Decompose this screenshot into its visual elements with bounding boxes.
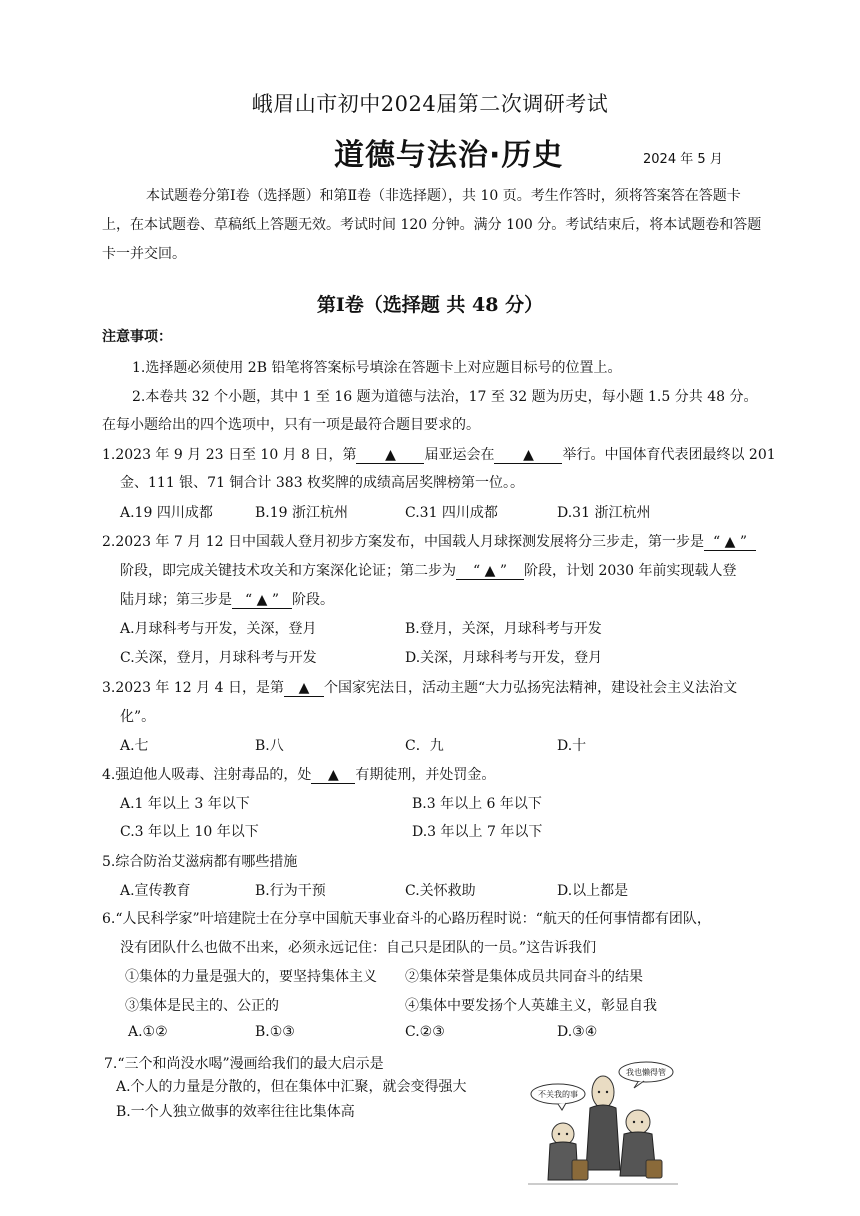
q4-text-b: 有期徒刑，并处罚金。 xyxy=(355,767,496,783)
q2-text-d: 陆月球；第三步是 xyxy=(120,592,232,608)
q4-text-a: 4.强迫他人吸毒、注射毒品的，处 xyxy=(102,767,312,783)
bubble-right-text: 我也懒得管 xyxy=(626,1068,666,1077)
question-1-line-1 xyxy=(102,444,776,464)
answer-blank: ▲ xyxy=(356,447,424,464)
q6-statement-1: ①集体的力量是强大的，要坚持集体主义 xyxy=(125,969,377,985)
bubble-left-text: 不关我的事 xyxy=(538,1090,578,1099)
q5-option-c: C.关怀救助 xyxy=(405,883,476,899)
q2-text-a: 2.2023 年 7 月 12 日中国载人登月初步方案发布，中国载人月球探测发展将分三步走，第一步是 xyxy=(102,534,704,550)
q3-option-b: B.八 xyxy=(255,738,284,754)
q5-option-b: B.行为干预 xyxy=(255,883,326,899)
q6-option-a: A.①② xyxy=(128,1024,168,1040)
q7-option-b: B.一个人独立做事的效率往往比集体高 xyxy=(116,1104,355,1120)
section-title: 第Ⅰ卷（选择题 共 48 分） xyxy=(316,294,544,316)
q6-statement-4: ④集体中要发扬个人英雄主义，彰显自我 xyxy=(405,998,657,1014)
q6-statement-3: ③集体是民主的、公正的 xyxy=(125,998,279,1014)
q6-statement-2: ②集体荣誉是集体成员共同奋斗的结果 xyxy=(405,969,643,985)
q2-option-a: A.月球科考与开发，关深，登月 xyxy=(120,621,317,637)
three-monks-cartoon xyxy=(528,1052,678,1192)
question-4-line-1 xyxy=(102,764,495,784)
q2-option-b: B.登月，关深，月球科考与开发 xyxy=(405,621,602,637)
q3-text-c: 化”。 xyxy=(120,709,156,725)
q5-option-d: D.以上都是 xyxy=(557,883,629,899)
q1-option-c: C.31 四川成都 xyxy=(405,505,498,521)
q6-text-b: 没有团队什么也做不出来，必须永远记住：自己只是团队的一员。”这告诉我们 xyxy=(120,940,597,956)
q4-option-d: D.3 年以上 7 年以下 xyxy=(412,824,543,840)
q6-option-d: D.③④ xyxy=(557,1024,598,1040)
subject-title: 道德与法治·历史 xyxy=(334,138,564,173)
q3-option-c: C．九 xyxy=(405,738,444,754)
notice-item-3: 在每小题给出的四个选项中，只有一项是最符合题目要求的。 xyxy=(102,417,480,433)
q7-option-a: A.个人的力量是分散的，但在集体中汇聚，就会变得强大 xyxy=(116,1079,467,1095)
question-2-line-1 xyxy=(102,531,756,551)
answer-blank: ▲ xyxy=(494,447,562,464)
q2-option-c: C.关深，登月，月球科考与开发 xyxy=(120,650,317,666)
q6-text-a: 6.“人民科学家”叶培建院士在分享中国航天事业奋斗的心路历程时说：“航天的任何事情都有团队， xyxy=(102,911,711,927)
q3-text-b: 个国家宪法日，活动主题“大力弘扬宪法精神，建设社会主义法治文 xyxy=(323,680,738,696)
q5-option-a: A.宣传教育 xyxy=(120,883,191,899)
notice-heading: 注意事项： xyxy=(102,329,172,345)
q2-text-c: 阶段，计划 2030 年前实现载人登 xyxy=(524,563,737,579)
q7-text: 7.“三个和尚没水喝”漫画给我们的最大启示是 xyxy=(104,1056,384,1072)
q4-option-a: A.1 年以上 3 年以下 xyxy=(120,796,250,812)
q4-option-c: C.3 年以上 10 年以下 xyxy=(120,824,259,840)
exam-title: 峨眉山市初中2024届第二次调研考试 xyxy=(251,92,609,116)
answer-blank: ▲ xyxy=(284,680,324,697)
q4-option-b: B.3 年以上 6 年以下 xyxy=(412,796,542,812)
q6-option-b: B.①③ xyxy=(255,1024,295,1040)
exam-date: 2024 年 5 月 xyxy=(643,152,723,167)
intro-paragraph: 本试题卷分第Ⅰ卷（选择题）和第Ⅱ卷（非选择题），共 10 页。考生作答时，须将答案答在答题卡上，在本试题卷、草稿纸上答题无效。考试时间 120 分钟。满分 100 分。考试结束后，将本试题卷和答题卡一并交回。 xyxy=(102,188,762,262)
q1-option-b: B.19 浙江杭州 xyxy=(255,505,349,521)
q1-text-b: 届亚运会在 xyxy=(424,447,495,463)
q1-text-c: 举行。中国体育代表团最终以 201 xyxy=(562,447,776,463)
answer-blank: “ ▲ ” xyxy=(232,592,292,609)
q1-option-a: A.19 四川成都 xyxy=(120,505,213,521)
q2-text-e: 阶段。 xyxy=(292,592,334,608)
q1-text-a: 1.2023 年 9 月 23 日至 10 月 8 日，第 xyxy=(102,447,357,463)
notice-item-1: 1.选择题必须使用 2B 铅笔将答案标号填涂在答题卡上对应题目标号的位置上。 xyxy=(132,360,622,376)
question-3-line-1 xyxy=(102,677,737,697)
question-2-line-2 xyxy=(120,560,737,580)
q3-option-a: A.七 xyxy=(120,738,149,754)
answer-blank: ▲ xyxy=(311,767,355,784)
question-2-line-3 xyxy=(120,589,334,609)
q3-option-d: D.十 xyxy=(557,738,587,754)
notice-item-2: 2.本卷共 32 个小题，其中 1 至 16 题为道德与法治，17 至 32 题为历史，每小题 1.5 分共 48 分。 xyxy=(132,389,758,405)
q2-text-b: 阶段，即完成关键技术攻关和方案深化论证；第二步为 xyxy=(120,563,456,579)
q2-option-d: D.关深，月球科考与开发，登月 xyxy=(405,650,603,666)
answer-blank: “ ▲ ” xyxy=(704,534,756,551)
q5-text: 5.综合防治艾滋病都有哪些措施 xyxy=(102,854,298,870)
q1-option-d: D.31 浙江杭州 xyxy=(557,505,651,521)
answer-blank: “ ▲ ” xyxy=(456,563,524,580)
q6-option-c: C.②③ xyxy=(405,1024,445,1040)
q1-text-d: 金、111 银、71 铜合计 383 枚奖牌的成绩高居奖牌榜第一位。。 xyxy=(120,475,525,491)
q3-text-a: 3.2023 年 12 月 4 日，是第 xyxy=(102,680,284,696)
